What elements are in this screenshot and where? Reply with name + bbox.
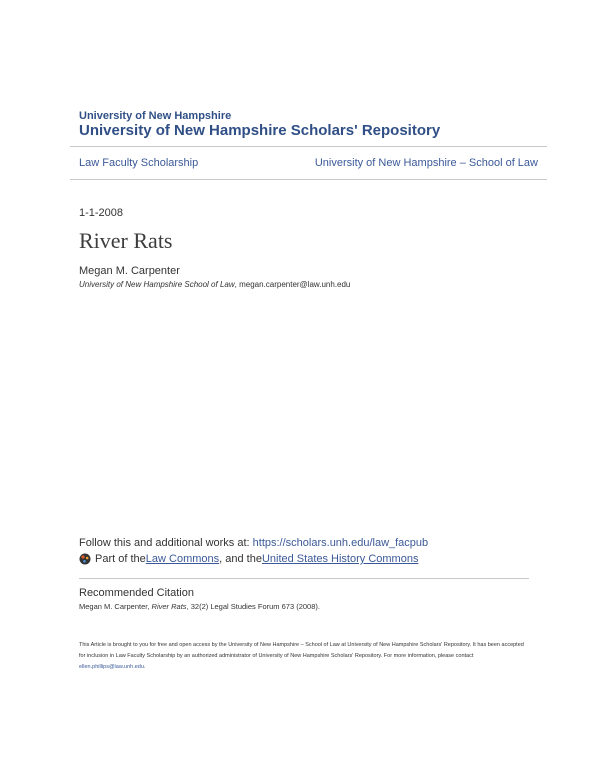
network-icon — [79, 553, 91, 565]
collection-link[interactable]: Law Faculty Scholarship — [79, 157, 199, 169]
notice-text: This Article is brought to you for free and open access by the University of New Hampshire – School of Law at University of New Hampshire Scholars' Repository. It has been accepted for inclusion in Law Faculty Scholarship by an authorized administrator of University of New Hampshire Scholars' Repository. For more information, please contact — [79, 642, 524, 659]
article-title: River Rats — [79, 228, 173, 253]
divider-top — [70, 146, 547, 147]
us-history-commons-link[interactable]: United States History Commons — [261, 553, 419, 565]
repository-title[interactable]: University of New Hampshire Scholars' Repository — [79, 122, 441, 139]
citation-heading: Recommended Citation — [79, 587, 194, 599]
divider-bottom — [70, 179, 547, 180]
follow-prefix: Follow this and additional works at: — [79, 537, 253, 549]
affiliation-sep: , — [234, 280, 240, 289]
citation-author: Megan M. Carpenter, — [79, 602, 152, 611]
citation-text — [79, 602, 320, 611]
law-commons-link[interactable]: Law Commons — [145, 553, 220, 565]
part-of-middle: , and the — [219, 553, 262, 565]
publication-date: 1-1-2008 — [79, 207, 124, 219]
author-affiliation — [79, 280, 350, 289]
affiliation-institution: University of New Hampshire School of Law — [79, 280, 235, 289]
part-of-prefix: Part of the — [95, 553, 146, 565]
author-name: Megan M. Carpenter — [79, 265, 180, 277]
collection-url-link[interactable]: https://scholars.unh.edu/law_facpub — [252, 537, 429, 549]
citation-rest: , 32(2) Legal Studies Forum 673 (2008). — [186, 602, 320, 611]
school-link[interactable]: University of New Hampshire – School of Law — [314, 157, 538, 169]
follow-line — [79, 537, 428, 549]
notice-end: . — [143, 664, 146, 670]
institution-name[interactable]: University of New Hampshire — [79, 110, 232, 122]
part-of-line — [79, 553, 418, 565]
access-notice — [79, 640, 529, 673]
contact-email-link[interactable]: ellen.phillips@law.unh.edu — [79, 664, 144, 670]
author-email: megan.carpenter@law.unh.edu — [239, 280, 351, 289]
citation-title: River Rats — [151, 602, 187, 611]
divider-citation — [79, 578, 529, 579]
